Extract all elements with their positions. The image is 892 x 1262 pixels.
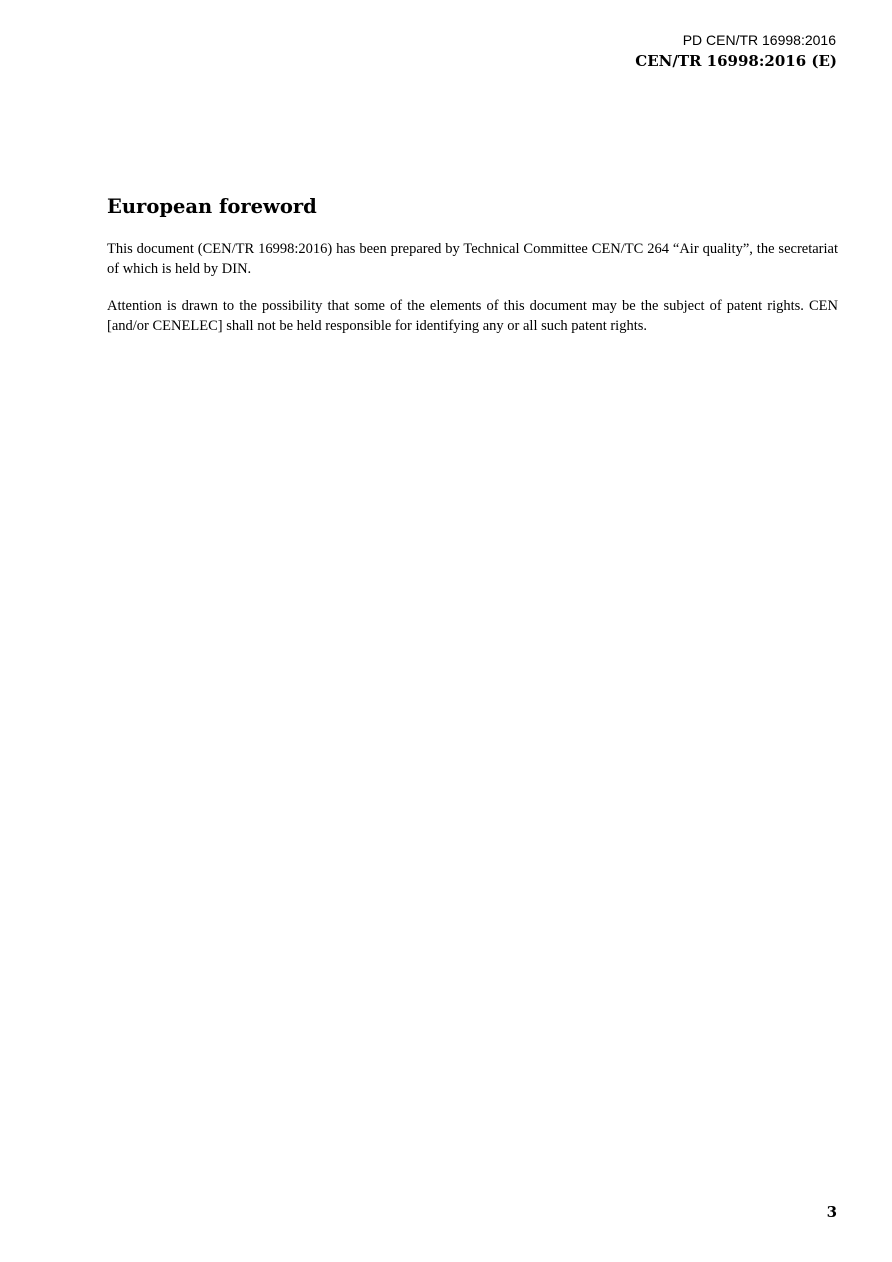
foreword-paragraph-1: This document (CEN/TR 16998:2016) has been prepared by Technical Committee CEN/TC 264 “Air quality”, the secretariat of which is held by DIN. xyxy=(107,241,838,277)
page-number: 3 xyxy=(826,1203,837,1221)
section-heading: European foreword xyxy=(107,195,317,218)
document-body xyxy=(107,194,838,353)
standard-reference: CEN/TR 16998:2016 (E) xyxy=(635,52,837,70)
pd-reference: PD CEN/TR 16998:2016 xyxy=(682,32,836,48)
foreword-paragraph-2: Attention is drawn to the possibility that some of the elements of this document may be the subject of patent rights. CEN [and/or CENELEC] shall not be held responsible for identifying any or all such patent rights. xyxy=(107,298,838,334)
